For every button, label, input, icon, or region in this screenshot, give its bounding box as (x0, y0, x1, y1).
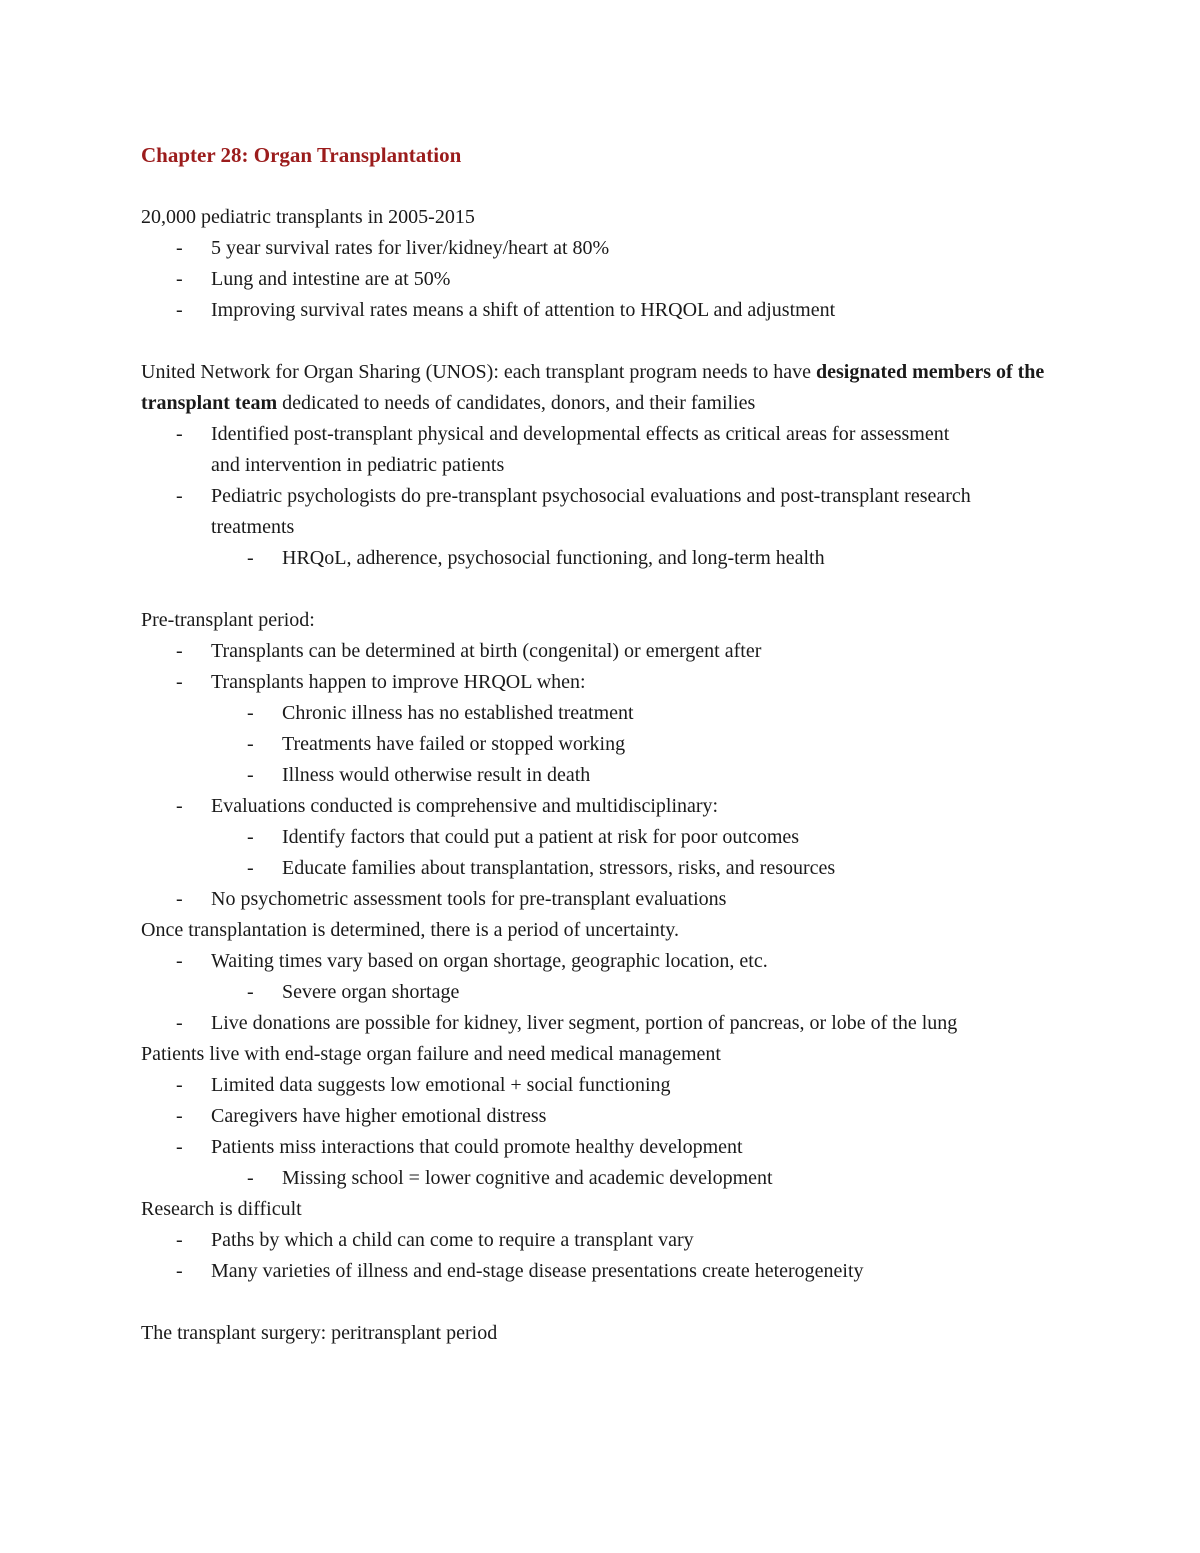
sub-list-item: - Severe organ shortage (141, 977, 1061, 1008)
bullet-dash: - (247, 1167, 254, 1189)
bullet-dash: - (176, 1105, 183, 1127)
bullet-dash: - (247, 981, 254, 1003)
bullet-dash: - (176, 268, 183, 290)
list-item: - No psychometric assessment tools for pre-transplant evaluations (141, 884, 1061, 915)
list-item: - Caregivers have higher emotional distress (141, 1101, 1061, 1132)
list-item: - Improving survival rates means a shift of attention to HRQOL and adjustment (141, 295, 1061, 326)
sub-list-item: - Illness would otherwise result in death (141, 760, 1061, 791)
bullet-dash: - (247, 826, 254, 848)
bullet-dash: - (176, 485, 183, 507)
bold-emphasis: designated members of the transplant team (141, 361, 1045, 414)
sub-list-item: - Missing school = lower cognitive and academic development (141, 1163, 1061, 1194)
bullet-dash: - (247, 733, 254, 755)
bullet-dash: - (176, 640, 183, 662)
list-item: - Many varieties of illness and end-stage disease presentations create heterogeneity (141, 1256, 1061, 1287)
sub-list-item: - Identify factors that could put a patient at risk for poor outcomes (141, 822, 1061, 853)
list-item: - Live donations are possible for kidney, liver segment, portion of pancreas, or lobe of the lung (141, 1008, 1061, 1039)
bullet-dash: - (176, 1229, 183, 1251)
sub-list-item: - Chronic illness has no established treatment (141, 698, 1061, 729)
bullet-dash: - (247, 857, 254, 879)
bullet-dash: - (176, 950, 183, 972)
section-heading-research: Research is difficult (141, 1198, 302, 1220)
bullet-dash: - (247, 764, 254, 786)
list-item: - Identified post-transplant physical and developmental effects as critical areas for assessment and intervention in pediatric patients (141, 419, 1061, 481)
section-heading-pediatric-transplants: 20,000 pediatric transplants in 2005-2015 (141, 206, 475, 228)
section-heading-transplant-surgery: The transplant surgery: peritransplant period (141, 1322, 498, 1344)
list-item: - Lung and intestine are at 50% (141, 264, 1061, 295)
bullet-dash: - (176, 888, 183, 910)
sub-list-item: - HRQoL, adherence, psychosocial functioning, and long-term health (141, 543, 1061, 574)
document-page (141, 140, 1061, 1349)
list-item: - Transplants happen to improve HRQOL when: (141, 667, 1061, 698)
bullet-dash: - (176, 1012, 183, 1034)
bullet-dash: - (176, 795, 183, 817)
bullet-dash: - (176, 1136, 183, 1158)
section-paragraph-unos: United Network for Organ Sharing (UNOS): each transplant program needs to have designated members of the transplant team dedicated to needs of candidates, donors, and their families (141, 361, 1045, 414)
bullet-dash: - (176, 237, 183, 259)
list-item: - Limited data suggests low emotional + social functioning (141, 1070, 1061, 1101)
list-item: - Transplants can be determined at birth (congenital) or emergent after (141, 636, 1061, 667)
bullet-dash: - (176, 423, 183, 445)
list-item: - 5 year survival rates for liver/kidney/heart at 80% (141, 233, 1061, 264)
chapter-title: Chapter 28: Organ Transplantation (141, 143, 462, 167)
sub-list-item: - Educate families about transplantation, stressors, risks, and resources (141, 853, 1061, 884)
bullet-dash: - (247, 547, 254, 569)
list-item: - Patients miss interactions that could promote healthy development (141, 1132, 1061, 1163)
list-item: - Pediatric psychologists do pre-transplant psychosocial evaluations and post-transplant research treatments (141, 481, 1061, 543)
section-heading-uncertainty: Once transplantation is determined, there is a period of uncertainty. (141, 919, 679, 941)
list-item: - Waiting times vary based on organ shortage, geographic location, etc. (141, 946, 1061, 977)
list-item: - Paths by which a child can come to require a transplant vary (141, 1225, 1061, 1256)
bullet-dash: - (176, 299, 183, 321)
bullet-dash: - (176, 1074, 183, 1096)
section-heading-pre-transplant: Pre-transplant period: (141, 609, 315, 631)
bullet-dash: - (247, 702, 254, 724)
bullet-dash: - (176, 1260, 183, 1282)
bullet-dash: - (176, 671, 183, 693)
section-heading-end-stage: Patients live with end-stage organ failure and need medical management (141, 1043, 721, 1065)
sub-list-item: - Treatments have failed or stopped working (141, 729, 1061, 760)
list-item: - Evaluations conducted is comprehensive and multidisciplinary: (141, 791, 1061, 822)
